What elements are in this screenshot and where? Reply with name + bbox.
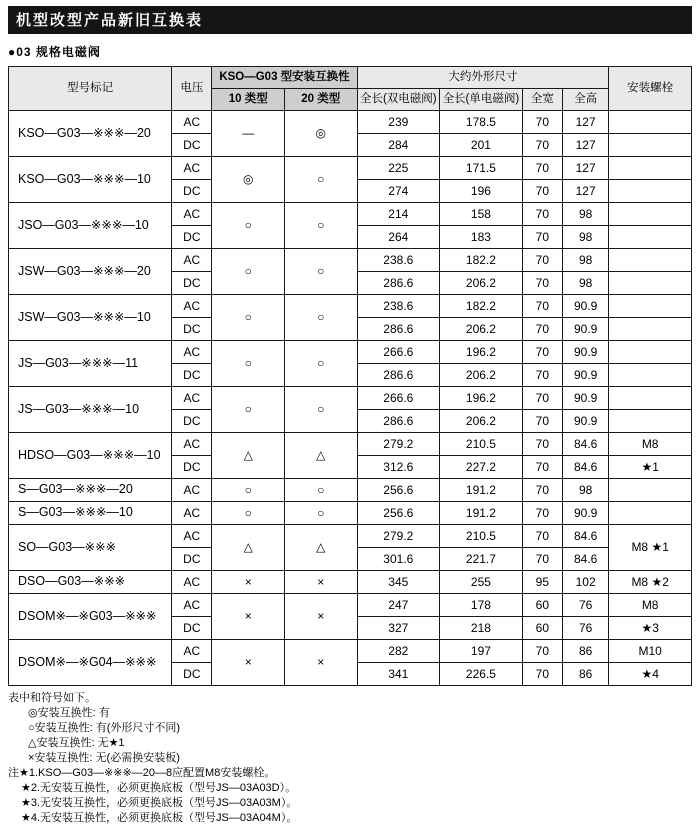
table-row <box>9 157 692 180</box>
voltage-cell: AC <box>172 111 212 134</box>
table-row <box>9 525 692 548</box>
type10-symbol-cell: △ <box>212 433 285 479</box>
length-double-cell: 327 <box>357 617 440 640</box>
voltage-cell: AC <box>172 433 212 456</box>
height-cell: 127 <box>562 157 608 180</box>
bolt-cell <box>609 295 692 318</box>
width-cell: 70 <box>522 387 562 410</box>
height-cell: 90.9 <box>562 387 608 410</box>
voltage-cell: AC <box>172 387 212 410</box>
length-double-cell: 239 <box>357 111 440 134</box>
type10-symbol-cell: × <box>212 640 285 686</box>
bolt-cell <box>609 226 692 249</box>
voltage-cell: AC <box>172 640 212 663</box>
length-double-cell: 214 <box>357 203 440 226</box>
type20-symbol-cell: ○ <box>284 387 357 433</box>
length-double-cell: 266.6 <box>357 387 440 410</box>
col-header-type10: 10 类型 <box>212 89 285 111</box>
voltage-cell: AC <box>172 502 212 525</box>
height-cell: 98 <box>562 249 608 272</box>
note-line: ★4.无安装互换性，必须更换底板（型号JS—03A04M）。 <box>21 812 298 824</box>
height-cell: 98 <box>562 226 608 249</box>
length-double-cell: 264 <box>357 226 440 249</box>
width-cell: 70 <box>522 249 562 272</box>
voltage-cell: DC <box>172 548 212 571</box>
width-cell: 70 <box>522 341 562 364</box>
model-cell: S—G03—※※※—20 <box>9 479 172 502</box>
col-header-length-double: 全长(双电磁阀) <box>357 89 440 111</box>
length-single-cell: 158 <box>440 203 523 226</box>
length-single-cell: 178 <box>440 594 523 617</box>
width-cell: 70 <box>522 548 562 571</box>
length-double-cell: 341 <box>357 663 440 686</box>
voltage-cell: AC <box>172 525 212 548</box>
width-cell: 70 <box>522 479 562 502</box>
height-cell: 98 <box>562 479 608 502</box>
width-cell: 95 <box>522 571 562 594</box>
height-cell: 86 <box>562 663 608 686</box>
voltage-cell: DC <box>172 364 212 387</box>
type10-symbol-cell: △ <box>212 525 285 571</box>
col-header-bolt: 安装螺栓 <box>609 67 692 111</box>
length-double-cell: 282 <box>357 640 440 663</box>
width-cell: 60 <box>522 594 562 617</box>
table-row <box>9 249 692 272</box>
length-single-cell: 221.7 <box>440 548 523 571</box>
width-cell: 70 <box>522 295 562 318</box>
height-cell: 102 <box>562 571 608 594</box>
type20-symbol-cell: ○ <box>284 479 357 502</box>
bolt-cell: M8 <box>609 594 692 617</box>
width-cell: 70 <box>522 433 562 456</box>
length-single-cell: 210.5 <box>440 525 523 548</box>
bolt-cell <box>609 203 692 226</box>
bolt-cell: M8 ★2 <box>609 571 692 594</box>
model-cell: DSOM※—※G04—※※※ <box>9 640 172 686</box>
width-cell: 70 <box>522 410 562 433</box>
type20-symbol-cell: ○ <box>284 295 357 341</box>
length-single-cell: 178.5 <box>440 111 523 134</box>
bolt-cell: ★3 <box>609 617 692 640</box>
table-row <box>9 502 692 525</box>
type10-symbol-cell: ○ <box>212 249 285 295</box>
length-single-cell: 197 <box>440 640 523 663</box>
type20-symbol-cell: ◎ <box>284 111 357 157</box>
note-line: ★3.无安装互换性，必须更换底板（型号JS—03A03M）。 <box>21 797 298 809</box>
bolt-cell <box>609 364 692 387</box>
table-row <box>9 387 692 410</box>
height-cell: 86 <box>562 640 608 663</box>
bolt-cell <box>609 134 692 157</box>
model-cell: DSO—G03—※※※ <box>9 571 172 594</box>
col-header-kso-group: KSO—G03 型安装互换性 <box>212 67 357 89</box>
length-single-cell: 206.2 <box>440 272 523 295</box>
width-cell: 70 <box>522 456 562 479</box>
bolt-cell: ★1 <box>609 456 692 479</box>
length-single-cell: 196.2 <box>440 387 523 410</box>
col-header-dimensions-group: 大约外形尺寸 <box>357 67 609 89</box>
type10-symbol-cell: ○ <box>212 341 285 387</box>
col-header-model: 型号标记 <box>9 67 172 111</box>
height-cell: 76 <box>562 594 608 617</box>
table-row <box>9 295 692 318</box>
voltage-cell: DC <box>172 134 212 157</box>
table-header <box>9 67 692 111</box>
page-title: 机型改型产品新旧互换表 <box>8 6 692 34</box>
length-double-cell: 266.6 <box>357 341 440 364</box>
note-line: 注★1.KSO—G03—※※※—20—8应配置M8安装螺栓。 <box>8 767 276 779</box>
height-cell: 84.6 <box>562 548 608 571</box>
col-header-width: 全宽 <box>522 89 562 111</box>
type10-symbol-cell: ○ <box>212 203 285 249</box>
bolt-cell <box>609 410 692 433</box>
height-cell: 90.9 <box>562 341 608 364</box>
model-cell: JS—G03—※※※—11 <box>9 341 172 387</box>
length-single-cell: 210.5 <box>440 433 523 456</box>
voltage-cell: AC <box>172 341 212 364</box>
voltage-cell: AC <box>172 295 212 318</box>
voltage-cell: AC <box>172 203 212 226</box>
height-cell: 90.9 <box>562 295 608 318</box>
length-double-cell: 286.6 <box>357 272 440 295</box>
height-cell: 84.6 <box>562 456 608 479</box>
model-cell: DSOM※—※G03—※※※ <box>9 594 172 640</box>
length-double-cell: 274 <box>357 180 440 203</box>
length-single-cell: 226.5 <box>440 663 523 686</box>
voltage-cell: AC <box>172 479 212 502</box>
interchange-table <box>8 66 692 686</box>
bolt-cell <box>609 479 692 502</box>
note-line: ★2.无安装互换性，必须更换底板（型号JS—03A03D）。 <box>21 782 297 794</box>
length-double-cell: 312.6 <box>357 456 440 479</box>
bolt-cell <box>609 249 692 272</box>
type10-symbol-cell: ○ <box>212 387 285 433</box>
voltage-cell: DC <box>172 272 212 295</box>
width-cell: 70 <box>522 111 562 134</box>
type10-symbol-cell: × <box>212 571 285 594</box>
model-cell: KSO—G03—※※※—20 <box>9 111 172 157</box>
width-cell: 70 <box>522 502 562 525</box>
length-single-cell: 206.2 <box>440 318 523 341</box>
width-cell: 70 <box>522 203 562 226</box>
voltage-cell: AC <box>172 249 212 272</box>
length-double-cell: 256.6 <box>357 479 440 502</box>
width-cell: 70 <box>522 157 562 180</box>
bolt-cell <box>609 157 692 180</box>
height-cell: 127 <box>562 111 608 134</box>
length-single-cell: 191.2 <box>440 502 523 525</box>
table-row <box>9 571 692 594</box>
length-single-cell: 191.2 <box>440 479 523 502</box>
length-single-cell: 183 <box>440 226 523 249</box>
model-cell: SO—G03—※※※ <box>9 525 172 571</box>
length-double-cell: 286.6 <box>357 364 440 387</box>
height-cell: 84.6 <box>562 525 608 548</box>
bolt-cell <box>609 318 692 341</box>
note-line: ◎安装互换性: 有 <box>28 707 110 719</box>
length-double-cell: 286.6 <box>357 410 440 433</box>
bolt-cell <box>609 111 692 134</box>
length-double-cell: 225 <box>357 157 440 180</box>
length-double-cell: 284 <box>357 134 440 157</box>
height-cell: 98 <box>562 272 608 295</box>
length-double-cell: 345 <box>357 571 440 594</box>
model-cell: S—G03—※※※—10 <box>9 502 172 525</box>
length-double-cell: 286.6 <box>357 318 440 341</box>
length-double-cell: 247 <box>357 594 440 617</box>
voltage-cell: DC <box>172 617 212 640</box>
type10-symbol-cell: × <box>212 594 285 640</box>
type20-symbol-cell: × <box>284 594 357 640</box>
type10-symbol-cell: ○ <box>212 295 285 341</box>
table-row <box>9 640 692 663</box>
bolt-cell: M8 ★1 <box>609 525 692 571</box>
width-cell: 70 <box>522 364 562 387</box>
width-cell: 70 <box>522 272 562 295</box>
bolt-cell <box>609 180 692 203</box>
length-double-cell: 279.2 <box>357 433 440 456</box>
height-cell: 90.9 <box>562 502 608 525</box>
type20-symbol-cell: × <box>284 640 357 686</box>
width-cell: 70 <box>522 663 562 686</box>
model-cell: JS—G03—※※※—10 <box>9 387 172 433</box>
table-row <box>9 433 692 456</box>
table-row <box>9 341 692 364</box>
length-double-cell: 256.6 <box>357 502 440 525</box>
note-line: 表中和符号如下。 <box>8 692 96 704</box>
length-single-cell: 196.2 <box>440 341 523 364</box>
length-single-cell: 171.5 <box>440 157 523 180</box>
bolt-cell <box>609 387 692 410</box>
height-cell: 84.6 <box>562 433 608 456</box>
width-cell: 70 <box>522 180 562 203</box>
height-cell: 76 <box>562 617 608 640</box>
model-cell: JSO—G03—※※※—10 <box>9 203 172 249</box>
table-body <box>9 111 692 686</box>
bolt-cell <box>609 341 692 364</box>
width-cell: 70 <box>522 226 562 249</box>
bolt-cell: ★4 <box>609 663 692 686</box>
type20-symbol-cell: ○ <box>284 157 357 203</box>
footnotes <box>8 691 692 826</box>
height-cell: 127 <box>562 180 608 203</box>
height-cell: 98 <box>562 203 608 226</box>
voltage-cell: DC <box>172 180 212 203</box>
height-cell: 127 <box>562 134 608 157</box>
length-single-cell: 227.2 <box>440 456 523 479</box>
voltage-cell: DC <box>172 663 212 686</box>
bolt-cell <box>609 272 692 295</box>
length-single-cell: 206.2 <box>440 364 523 387</box>
type20-symbol-cell: ○ <box>284 341 357 387</box>
length-single-cell: 182.2 <box>440 295 523 318</box>
note-line: ○安装互换性: 有(外形尺寸不同) <box>28 722 181 734</box>
table-row <box>9 203 692 226</box>
table-row <box>9 594 692 617</box>
width-cell: 70 <box>522 525 562 548</box>
length-single-cell: 201 <box>440 134 523 157</box>
model-cell: KSO—G03—※※※—10 <box>9 157 172 203</box>
width-cell: 60 <box>522 617 562 640</box>
width-cell: 70 <box>522 134 562 157</box>
col-header-height: 全高 <box>562 89 608 111</box>
type20-symbol-cell: × <box>284 571 357 594</box>
note-line: ×安装互换性: 无(必需换安装板) <box>28 752 180 764</box>
voltage-cell: AC <box>172 594 212 617</box>
length-single-cell: 182.2 <box>440 249 523 272</box>
type10-symbol-cell: — <box>212 111 285 157</box>
length-double-cell: 238.6 <box>357 249 440 272</box>
table-row <box>9 111 692 134</box>
length-single-cell: 218 <box>440 617 523 640</box>
height-cell: 90.9 <box>562 410 608 433</box>
col-header-type20: 20 类型 <box>284 89 357 111</box>
type20-symbol-cell: △ <box>284 433 357 479</box>
type10-symbol-cell: ○ <box>212 502 285 525</box>
section-subtitle: ●03 规格电磁阀 <box>8 45 101 59</box>
length-single-cell: 206.2 <box>440 410 523 433</box>
length-double-cell: 301.6 <box>357 548 440 571</box>
table-row <box>9 479 692 502</box>
height-cell: 90.9 <box>562 318 608 341</box>
width-cell: 70 <box>522 640 562 663</box>
note-line: △安装互换性: 无★1 <box>28 737 125 749</box>
voltage-cell: AC <box>172 571 212 594</box>
length-single-cell: 255 <box>440 571 523 594</box>
length-single-cell: 196 <box>440 180 523 203</box>
bolt-cell: M10 <box>609 640 692 663</box>
model-cell: JSW—G03—※※※—20 <box>9 249 172 295</box>
length-double-cell: 238.6 <box>357 295 440 318</box>
bolt-cell: M8 <box>609 433 692 456</box>
voltage-cell: DC <box>172 226 212 249</box>
col-header-length-single: 全长(单电磁阀) <box>440 89 523 111</box>
type10-symbol-cell: ◎ <box>212 157 285 203</box>
type20-symbol-cell: △ <box>284 525 357 571</box>
type10-symbol-cell: ○ <box>212 479 285 502</box>
model-cell: HDSO—G03—※※※—10 <box>9 433 172 479</box>
height-cell: 90.9 <box>562 364 608 387</box>
col-header-voltage: 电压 <box>172 67 212 111</box>
voltage-cell: AC <box>172 157 212 180</box>
model-cell: JSW—G03—※※※—10 <box>9 295 172 341</box>
length-double-cell: 279.2 <box>357 525 440 548</box>
voltage-cell: DC <box>172 456 212 479</box>
type20-symbol-cell: ○ <box>284 203 357 249</box>
type20-symbol-cell: ○ <box>284 249 357 295</box>
bolt-cell <box>609 502 692 525</box>
header-row-1 <box>9 67 692 89</box>
width-cell: 70 <box>522 318 562 341</box>
type20-symbol-cell: ○ <box>284 502 357 525</box>
voltage-cell: DC <box>172 410 212 433</box>
voltage-cell: DC <box>172 318 212 341</box>
